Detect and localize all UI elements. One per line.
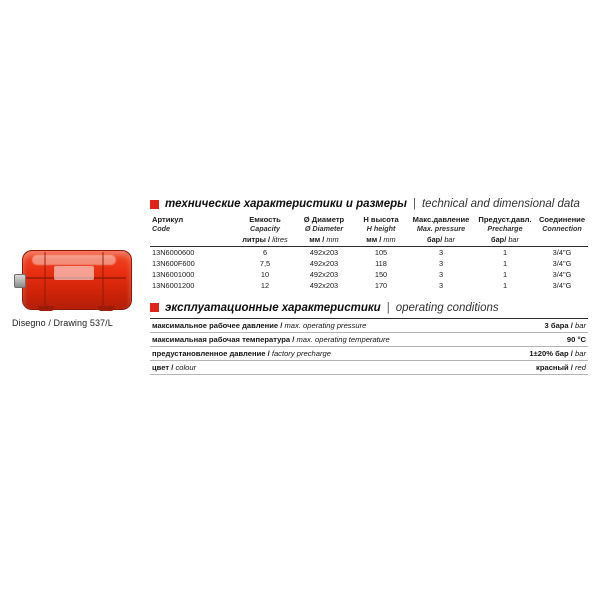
operating-conditions-separator: |: [386, 301, 390, 314]
units-max-pressure-ru: бар/: [427, 235, 443, 245]
tank-foot-right: [98, 306, 114, 311]
condition-label-en: factory precharge: [271, 348, 331, 358]
units-max-pressure-en: bar: [444, 235, 455, 245]
units-precharge: [474, 234, 536, 246]
units-height-en: mm: [383, 235, 396, 245]
table-row: [150, 360, 588, 374]
operating-conditions-table: [150, 318, 588, 375]
cell-precharge: 1: [502, 258, 508, 268]
column-header-diameter-en: Ø Diameter: [304, 224, 344, 234]
cell-capacity: 12: [260, 281, 270, 291]
units-height-ru: мм /: [366, 235, 382, 245]
column-header-precharge: [474, 214, 536, 234]
condition-value-en: bar: [575, 320, 586, 330]
condition-value-ru: 3 бара /: [544, 320, 573, 330]
cell-diameter: 492x203: [309, 258, 339, 268]
table-row: [150, 332, 588, 346]
column-header-height-en: H height: [366, 224, 396, 234]
cell-condition-label: [150, 346, 450, 360]
cell-condition-label: [150, 360, 450, 374]
technical-data-heading: [150, 198, 588, 210]
column-header-precharge-ru: Предуст.давл.: [478, 215, 532, 224]
cell-condition-value: [450, 318, 588, 332]
technical-data-table: [150, 214, 588, 292]
table-row: [150, 318, 588, 332]
condition-value-en: red: [575, 362, 586, 372]
table-row: [150, 346, 588, 360]
cell-max-pressure: 3: [438, 270, 444, 280]
condition-label-en: max. operating pressure: [284, 320, 367, 330]
cell-precharge: 1: [502, 247, 508, 257]
cell-capacity: 7,5: [259, 258, 271, 268]
condition-label-ru: максимальная рабочая температура /: [152, 334, 295, 344]
table-row: [150, 246, 588, 258]
condition-value-ru: 1±20% бар /: [529, 348, 573, 358]
column-header-code-en: Code: [152, 224, 170, 234]
cell-capacity: 10: [260, 270, 270, 280]
operating-conditions-title-en: operating conditions: [395, 301, 499, 314]
column-header-height: [354, 214, 408, 234]
cell-diameter: 492x203: [309, 281, 339, 291]
column-header-connection-ru: Соединение: [538, 215, 586, 224]
units-capacity: [236, 234, 294, 246]
cell-code: 13N6001200: [152, 281, 195, 291]
column-header-max-pressure: [408, 214, 474, 234]
cell-max-pressure: 3: [438, 258, 444, 268]
cell-diameter: 492x203: [309, 270, 339, 280]
units-diameter: [294, 234, 354, 246]
units-precharge-ru: бар/: [491, 235, 507, 245]
cell-height: 150: [374, 270, 388, 280]
table-header-row: [150, 214, 588, 234]
tank-ring-right: [102, 252, 104, 306]
condition-value-en: bar: [575, 348, 586, 358]
column-header-capacity-ru: Емкость: [249, 215, 281, 224]
column-header-height-ru: Н высота: [363, 215, 399, 224]
tank-label-plate: [54, 266, 94, 280]
technical-data-title-en: technical and dimensional data: [421, 198, 580, 210]
cell-max-pressure: 3: [438, 247, 444, 257]
column-header-code-ru: Артикул: [152, 215, 184, 224]
cell-height: 170: [374, 281, 388, 291]
condition-value-ru: 90 °С: [566, 334, 586, 344]
cell-code: 13N600F600: [152, 258, 195, 268]
cell-precharge: 1: [502, 270, 508, 280]
specification-area: [150, 198, 588, 375]
column-header-max-pressure-en: Max. pressure: [416, 224, 466, 234]
column-header-max-pressure-ru: Макс.давление: [412, 215, 470, 224]
units-code: [150, 234, 236, 246]
units-connection: [536, 234, 588, 246]
cell-height: 118: [375, 258, 387, 268]
tank-foot-left: [38, 306, 54, 311]
column-header-capacity: [236, 214, 294, 234]
cell-connection: 3/4"G: [552, 270, 572, 280]
condition-label-en: colour: [175, 362, 197, 372]
cell-condition-label: [150, 318, 450, 332]
condition-label-ru: предустановленное давление /: [152, 348, 270, 358]
red-square-bullet-icon: [150, 303, 159, 312]
expansion-tank-illustration: [14, 248, 134, 310]
units-diameter-ru: мм /: [309, 235, 325, 245]
column-header-diameter: [294, 214, 354, 234]
condition-label-ru: цвет /: [152, 362, 174, 372]
cell-condition-value: [450, 360, 588, 374]
cell-condition-value: [450, 346, 588, 360]
product-illustration-block: [10, 248, 140, 328]
units-capacity-en: litres: [272, 235, 288, 245]
units-max-pressure: [408, 234, 474, 246]
column-header-connection: [536, 214, 588, 234]
technical-data-separator: |: [412, 198, 416, 210]
red-square-bullet-icon: [150, 200, 159, 209]
column-header-capacity-en: Capacity: [250, 224, 280, 234]
units-capacity-ru: литры /: [242, 235, 271, 245]
cell-connection: 3/4"G: [552, 281, 572, 291]
units-precharge-en: bar: [508, 235, 519, 245]
table-row: [150, 280, 588, 291]
cell-condition-value: [450, 332, 588, 346]
operating-conditions-title-ru: эксплуатационные характеристики: [165, 301, 381, 314]
cell-precharge: 1: [502, 281, 508, 291]
column-header-code: [150, 214, 236, 234]
cell-connection: 3/4"G: [552, 247, 572, 257]
table-units-row: [150, 234, 588, 246]
condition-label-ru: максимальное рабочее давление /: [152, 320, 283, 330]
column-header-diameter-ru: Ø Диаметр: [303, 215, 345, 224]
cell-connection: 3/4"G: [552, 258, 572, 268]
condition-label-en: max. operating temperature: [296, 334, 390, 344]
cell-code: 13N6000600: [152, 247, 195, 257]
cell-capacity: 6: [262, 247, 268, 257]
units-diameter-en: mm: [326, 235, 339, 245]
table-row: [150, 258, 588, 269]
column-header-connection-en: Connection: [542, 224, 582, 234]
tank-connector-nipple: [14, 274, 26, 288]
units-height: [354, 234, 408, 246]
drawing-caption: Disegno / Drawing 537/L: [12, 318, 113, 328]
table-row: [150, 269, 588, 280]
technical-data-title-ru: технические характеристики и размеры: [165, 198, 407, 210]
operating-conditions-heading: [150, 302, 588, 314]
condition-value-ru: красный /: [536, 362, 573, 372]
tank-ring-left: [44, 252, 46, 306]
column-header-precharge-en: Precharge: [487, 224, 523, 234]
cell-height: 105: [374, 247, 388, 257]
cell-max-pressure: 3: [438, 281, 444, 291]
cell-condition-label: [150, 332, 450, 346]
cell-code: 13N6001000: [152, 270, 195, 280]
cell-diameter: 492x203: [309, 247, 339, 257]
